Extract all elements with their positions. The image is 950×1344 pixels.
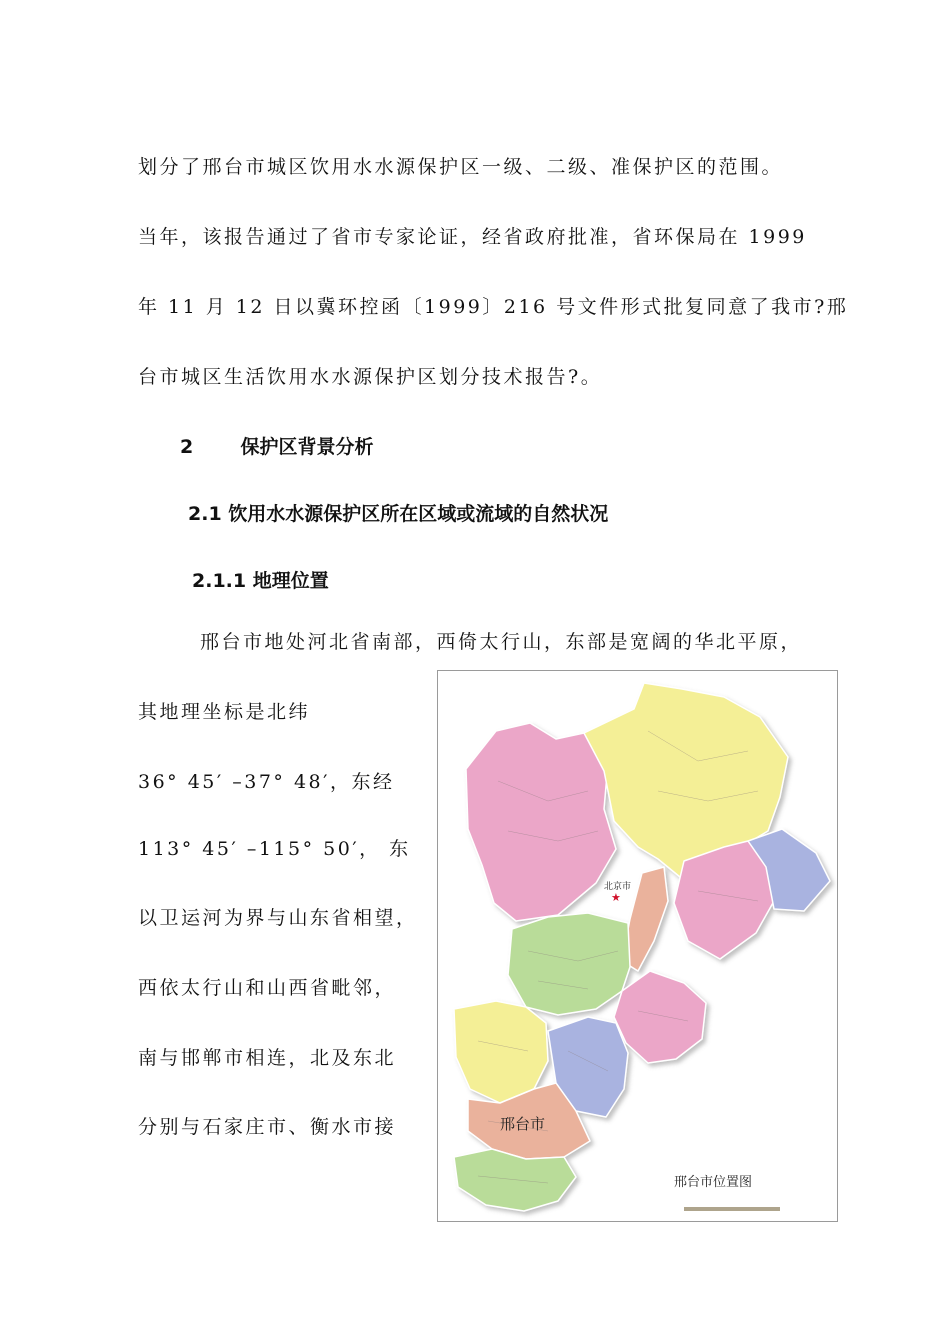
- section-title: 保护区背景分析: [240, 436, 374, 458]
- region-east-tangshan: [674, 841, 774, 959]
- section-2-heading: [180, 432, 374, 459]
- capital-star-icon: ★: [611, 891, 621, 904]
- map-city-label: 邢台市: [500, 1115, 546, 1133]
- region-shijiazhuang: [454, 1001, 548, 1103]
- text-line: 南与邯郸市相连，北及东北: [138, 1047, 397, 1069]
- hebei-province-map: [438, 671, 837, 1221]
- legend-strip: [684, 1207, 780, 1211]
- region-northwest: [466, 723, 616, 921]
- section-2-1-heading: 2.1 饮用水水源保护区所在区域或流域的自然状况: [188, 503, 609, 525]
- region-baoding: [508, 913, 630, 1015]
- text-line: 当年，该报告通过了省市专家论证，经省政府批准，省环保局在 1999: [138, 226, 807, 248]
- text-line: 其地理坐标是北纬: [138, 701, 311, 723]
- capital-label: 北京市: [604, 882, 632, 892]
- section-2-1-1-heading: 2.1.1 地理位置: [192, 570, 329, 592]
- text-line: 36° 45′ –37° 48′，东经: [138, 771, 395, 793]
- section-number: 2: [180, 436, 194, 458]
- text-line: 年 11 月 12 日以冀环控函〔1999〕216 号文件形式批复同意了我市?邢: [138, 296, 849, 318]
- geo-first-line: 邢台市地处河北省南部，西倚太行山，东部是宽阔的华北平原，: [200, 631, 803, 653]
- text-line: 以卫运河为界与山东省相望，: [138, 907, 418, 929]
- location-map: [437, 670, 838, 1222]
- text-line: 西依太行山和山西省毗邻，: [138, 977, 397, 999]
- region-cangzhou: [614, 971, 706, 1063]
- text-line: 113° 45′ –115° 50′， 东: [138, 838, 411, 860]
- map-caption: 邢台市位置图: [674, 1175, 753, 1190]
- text-line: 台市城区生活饮用水水源保护区划分技术报告?。: [138, 366, 603, 388]
- text-line: 划分了邢台市城区饮用水水源保护区一级、二级、准保护区的范围。: [138, 156, 784, 178]
- text-line: 分别与石家庄市、衡水市接: [138, 1116, 397, 1138]
- region-handan: [454, 1149, 576, 1211]
